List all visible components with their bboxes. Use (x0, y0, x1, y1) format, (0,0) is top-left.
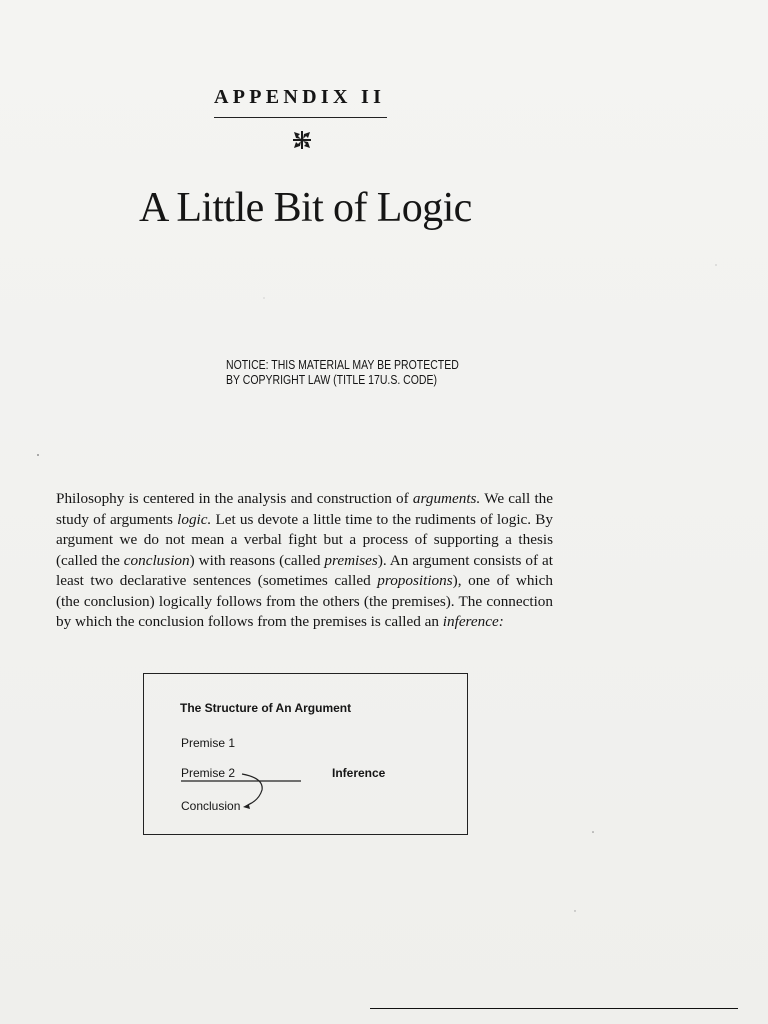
italic-term: arguments. (412, 490, 481, 507)
copyright-notice-line1: NOTICE: THIS MATERIAL MAY BE PROTECTED (226, 358, 459, 372)
chapter-title: A Little Bit of Logic (139, 185, 472, 231)
italic-term: conclusion (123, 551, 190, 569)
inference-label: Inference (332, 766, 386, 780)
body-text-run: ). An argument consists of at least two declarative sentences (sometimes called (56, 551, 554, 589)
argument-structure-diagram (143, 673, 468, 835)
body-text-run: We call the study of arguments (56, 490, 554, 528)
body-text-run: Let us devote a little time to the rudiments of logic. By argument we do not mean a verbal fight but a process of supporting a thesis (called the (56, 510, 553, 569)
inference-arrow (144, 674, 469, 836)
conclusion-label: Conclusion (181, 799, 241, 813)
italic-term: propositions (377, 572, 453, 589)
body-text-run: ), one of which (the conclusion) logically follows from the others (the premises). The connection by which the conclusion follows from the premises is called an (56, 572, 553, 630)
premise-1-label: Premise 1 (181, 736, 236, 750)
premise-2-label: Premise 2 (181, 766, 236, 780)
body-paragraph (56, 489, 553, 633)
copyright-notice (226, 358, 459, 388)
appendix-label: APPENDIX II (214, 86, 386, 108)
body-text-run: Philosophy is centered in the analysis and construction of (56, 490, 413, 507)
italic-term: logic. (177, 510, 212, 528)
copyright-notice-line2: BY COPYRIGHT LAW (TITLE 17U.S. CODE) (226, 373, 438, 387)
italic-term: premises (324, 551, 378, 569)
diagram-heading: The Structure of An Argument (180, 701, 352, 715)
appendix-underline (214, 117, 387, 118)
arrowhead-icon (243, 802, 252, 809)
page-bottom-rule (370, 1008, 738, 1009)
italic-term: inference: (442, 613, 504, 630)
body-text-run: ) with reasons (called (189, 551, 325, 569)
inference-curve (242, 774, 262, 805)
decorative-star-ornament-icon (292, 130, 312, 150)
